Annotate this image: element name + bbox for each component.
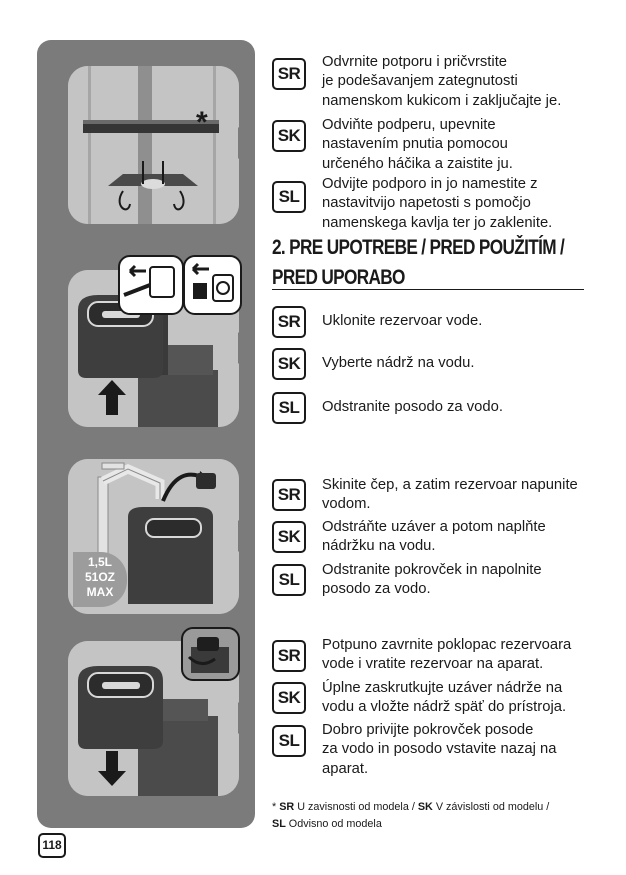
capacity-badge: [73, 552, 127, 607]
pointer-remove: [238, 332, 255, 364]
lang-code-sr: SR: [272, 306, 306, 338]
footnote-sl-code: SL: [272, 818, 286, 830]
unplug-alt-icon: [183, 255, 242, 315]
mount-drawing: [68, 66, 239, 224]
lang-code-sk: SK: [272, 682, 306, 714]
footnote: [272, 799, 592, 833]
footnote-sr-code: SR: [279, 801, 295, 813]
fill-text-sr: Skinite čep, a zatim rezervoar napunite vodom.: [322, 477, 578, 513]
footnote-sk-code: SK: [417, 801, 433, 813]
mount-text-sl: Odvijte podporo in jo namestite z nastavitvijo napetosti s pomočjo namenskega kavlja ter jo zaklenite.: [322, 176, 553, 231]
lang-code-sl: SL: [272, 181, 306, 213]
footnote-sl-text: Odvisno od modela: [285, 818, 382, 830]
lang-code-sl: SL: [272, 725, 306, 757]
lang-code-sk: SK: [272, 120, 306, 152]
pointer-mount: [238, 127, 255, 159]
capacity-max: MAX: [86, 585, 114, 599]
close-text-sr: Potpuno zavrnite poklopac rezervoara vode i vratite rezervoar na aparat.: [322, 637, 572, 673]
cap-closed-icon: [183, 629, 238, 679]
remove-text-sr: Uklonite rezervoar vode.: [322, 313, 483, 329]
lang-code-sr: SR: [272, 58, 306, 90]
lang-code-sr: SR: [272, 479, 306, 511]
unplug-icon: [118, 255, 184, 315]
lang-code-sr: SR: [272, 640, 306, 672]
cap-detail-icon: [181, 627, 240, 681]
footnote-sr-text: U zavisnosti od modela /: [294, 801, 418, 813]
asterisk-mark: *: [196, 106, 208, 139]
lang-code-sk: SK: [272, 521, 306, 553]
close-text-sk: Úplne zaskrutkujte uzáver nádrže na vodu a vložte nádrž späť do prístroja.: [322, 680, 567, 716]
section-title: 2. PRE UPOTREBE / PRED POUŽITÍM / PRED UPORABO: [272, 236, 565, 289]
remove-text-sk: Vyberte nádrž na vodu.: [322, 355, 475, 371]
mount-text-sr: Odvrnite potporu i pričvrstite je podešavanjem zategnutosti namenskom kukicom i zaključajte je.: [322, 54, 562, 109]
lang-code-sl: SL: [272, 564, 306, 596]
socket-plug-alt-icon: [185, 257, 240, 313]
pointer-fill: [238, 520, 255, 552]
illustration-mount: [68, 66, 239, 224]
fill-text-sl: Odstranite pokrovček in napolnite posodo za vodo.: [322, 562, 542, 598]
capacity-ounces: 51OZ: [84, 570, 115, 584]
socket-plug-icon: [120, 257, 182, 313]
mount-text-sk: Odviňte podperu, upevnite nastavením pnutia pomocou určeného háčika a zaistite ju.: [322, 117, 513, 172]
page-number: 118: [38, 833, 66, 858]
footnote-sk-text: V závislosti od modelu /: [432, 801, 550, 813]
pointer-reinsert: [238, 702, 255, 734]
close-text-sl: Dobro privijte pokrovček posode za vodo in posodo vstavite nazaj na aparat.: [322, 722, 557, 777]
section-rule: [272, 289, 584, 290]
lang-code-sl: SL: [272, 392, 306, 424]
footnote-star: *: [272, 801, 277, 813]
remove-text-sl: Odstranite posodo za vodo.: [322, 399, 503, 415]
fill-text-sk: Odstráňte uzáver a potom naplňte nádržku na vodu.: [322, 519, 546, 555]
capacity-liters: 1,5L: [87, 555, 112, 569]
lang-code-sk: SK: [272, 348, 306, 380]
